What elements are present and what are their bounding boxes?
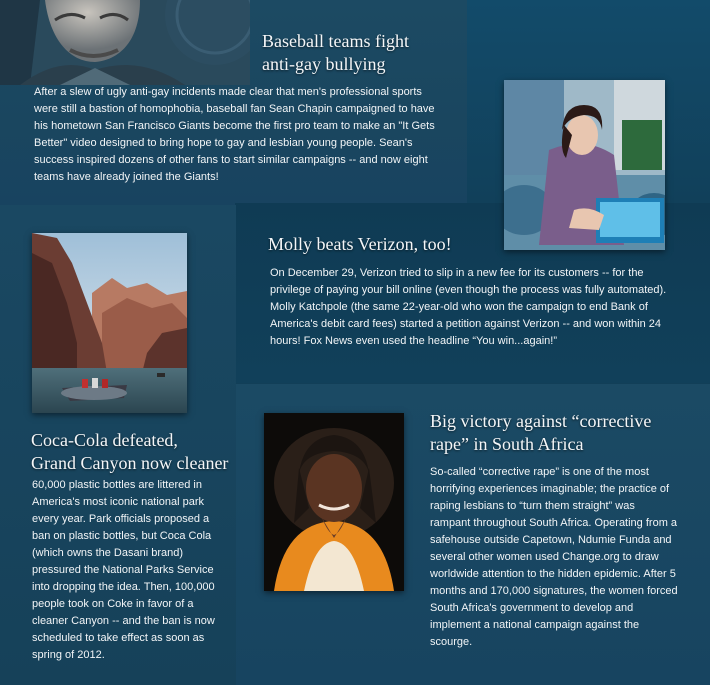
south-africa-headline (430, 410, 700, 456)
coke-body: 60,000 plastic bottles are littered in America's most iconic national park every year. Park officials proposed a ban on plastic bottles, but Coca Cola (which owns the Dasani brand) pressured the National Parks Service into dropping the idea. Then, 100,000 people took on Coke in favor of a cleaner Canyon -- and the ban is now scheduled to take effect as soon as spring of 2012. (32, 479, 215, 661)
headline-line: Molly beats Verizon, too! (268, 234, 452, 254)
south-africa-body: So-called “corrective rape” is one of the most horrifying experiences imaginable; the practice of raping lesbians to “turn them straight” was rampant throughout South Africa. Operating from a safehouse outside Capetown, Ndumie Funda and several other women used Change.org to draw worldwide attention to the hidden epidemic. After 5 months and 170,000 signatures, the women forced South Africa's government to develop and implement a national campaign against the scourge. (430, 466, 678, 648)
headline-line: Grand Canyon now cleaner (31, 453, 229, 473)
molly-photo (504, 80, 665, 250)
verizon-headline (268, 233, 698, 256)
baseball-headline (262, 30, 462, 76)
verizon-body: On December 29, Verizon tried to slip in a new fee for its customers -- for the privilege of paying your bill online (even though the process was fully automated). Molly Katchpole (the same 22-year-old who won the campaign to end Bank of America's debit card fees) started a petition against Verizon -- and won within 24 hours! Fox News even used the headline “You win...again!” (270, 267, 667, 347)
sean-chapin-photo (0, 0, 250, 85)
headline-line: rape” in South Africa (430, 434, 584, 454)
baseball-body: After a slew of ugly anti-gay incidents made clear that men's professional sports were still a bastion of homophobia, baseball fan Sean Chapin campaigned to have his hometown San Francisco Giants become the first pro team to make an "It Gets Better" video designed to bring hope to gay and lesbian young people. Sean's success inspired dozens of other fans to start similar campaigns -- and now eight teams have already joined the Giants! (34, 86, 435, 183)
headline-line: Baseball teams fight (262, 31, 409, 51)
headline-line: Big victory against “corrective (430, 411, 652, 431)
coke-headline (31, 429, 231, 475)
headline-line: Coca-Cola defeated, (31, 430, 178, 450)
grand-canyon-photo (32, 233, 187, 413)
headline-line: anti-gay bullying (262, 54, 386, 74)
ndumie-funda-photo (264, 413, 404, 591)
